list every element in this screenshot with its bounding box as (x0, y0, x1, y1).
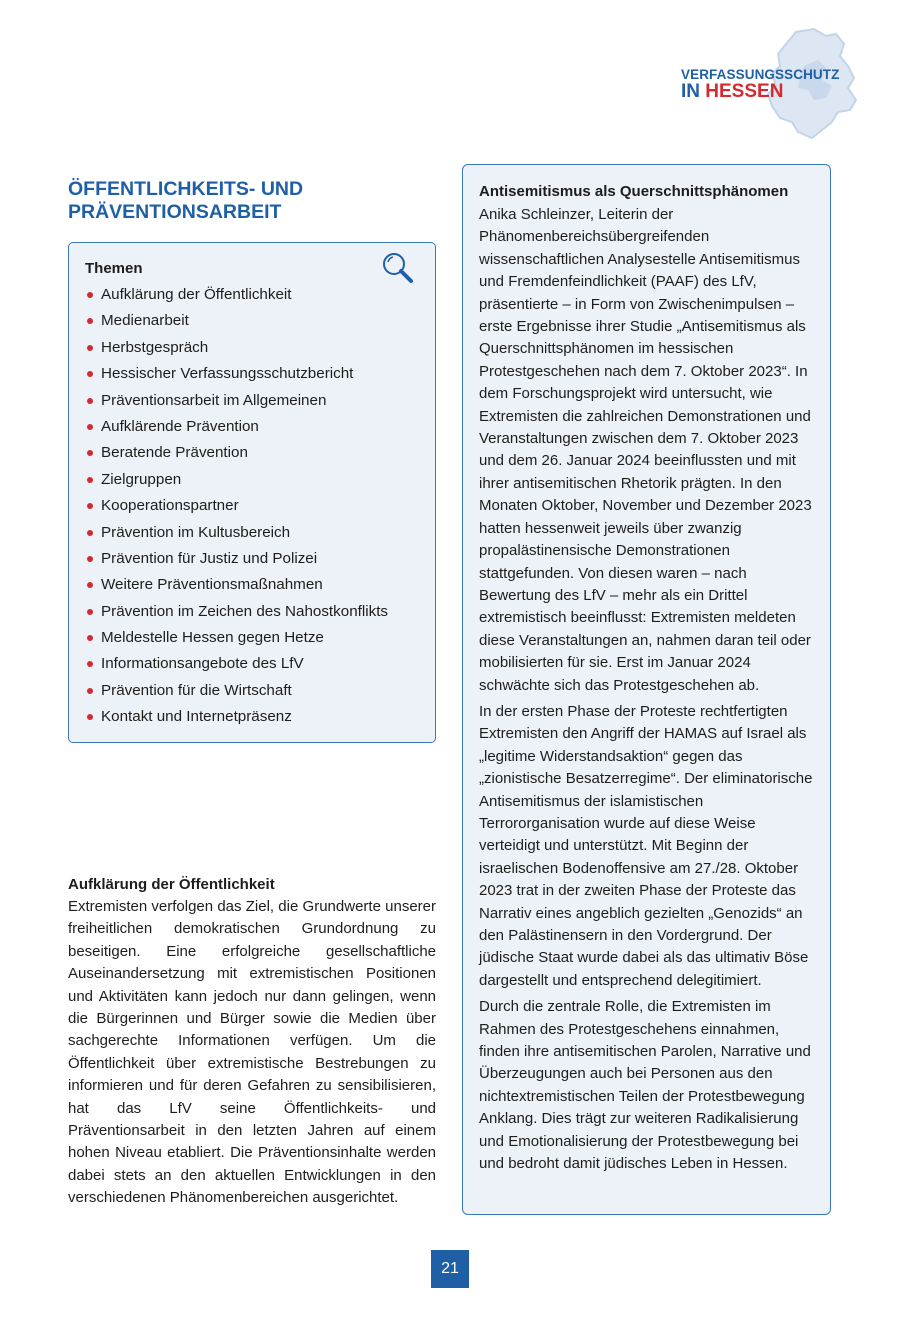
logo-in: IN (681, 81, 700, 102)
info-paragraph: Anika Schleinzer, Leiterin der Phänomenbereichsübergreifenden wissenschaftlichen Analysestelle Antisemitismus und Fremdenfeindlichkeit (PAAF) des LfV, präsentierte – in Form von Zwischenimpulsen – erste Ergebnisse ihrer Studie „Antisemitismus als Querschnittsphänomen im hessischen Protestgeschehen nach dem 7. Oktober 2023“. In dem Forschungsprojekt wird untersucht, wie Extremisten die zahlreichen Demonstrationen und Veranstaltungen zwischen dem 7. Oktober 2023 und dem 26. Januar 2024 beeinflussten und mit ihrer antisemitischen Rhetorik prägten. In den Monaten Oktober, November und Dezember 2023 hatten hessenweit jeweils über zwanzig propalästinensische Demonstrationen stattgefunden. Von diesen waren – nach Bewertung des LfV – mehr als ein Drittel extremistisch beeinflusst: Extremisten meldeten diese Veranstaltungen an, nahmen daran teil oder mobilisierten für sie. Erst im Januar 2024 schwächte sich das Protestgeschehen ab. (479, 206, 812, 694)
logo-hessen: HESSEN (705, 81, 784, 102)
theme-list-item: Meldestelle Hessen gegen Hetze (85, 626, 388, 652)
info-box-title: Antisemitismus als Querschnittsphänomen (479, 183, 789, 200)
themes-list (85, 283, 388, 732)
theme-list-item: Präventionsarbeit im Allgemeinen (85, 389, 388, 415)
theme-list-item: Medienarbeit (85, 309, 388, 335)
article-aufklaerung (68, 874, 436, 1210)
article-heading: Aufklärung der Öffentlichkeit (68, 876, 275, 893)
article-body: Extremisten verfolgen das Ziel, die Grundwerte unserer freiheitlichen demokratischen Grundordnung zu beseitigen. Eine erfolgreiche gesellschaftliche Auseinandersetzung mit extremistischen Positionen und Aktivitäten kann jedoch nur dann gelingen, wenn die Bürgerinnen und Bürger sowie die Medien über sachgerechte Informationen verfügen. Um die Öffentlichkeit über extremistische Bestrebungen zu informieren und für deren Gefahren zu sensibilisieren, hat das LfV seine Öffentlichkeits- und Präventionsarbeit in den letzten Jahren auf einem hohen Niveau etabliert. Die Präventionsinhalte werden dabei stets an den aktuellen Entwicklungen in den verschiedenen Phänomenbereichen ausgerichtet. (68, 898, 436, 1207)
logo-text (681, 66, 839, 100)
info-paragraph: Durch die zentrale Rolle, die Extremisten im Rahmen des Protestgeschehens einnahmen, finden ihre antisemitischen Parolen, Narrative und Überzeugungen auch bei Personen aus den nichtextremistischen Teilen der Protestbewegung Anklang. Dies trägt zur weiteren Radikalisierung und Emotionalisierung der Protestbewegung bei und bedroht damit jüdisches Leben in Hessen. (479, 998, 811, 1173)
theme-list-item: Prävention im Zeichen des Nahostkonflikts (85, 600, 388, 626)
themes-box (68, 242, 436, 743)
logo-line-2 (681, 83, 839, 100)
theme-list-item: Kontakt und Internetpräsenz (85, 705, 388, 731)
theme-list-item: Weitere Präventionsmaßnahmen (85, 573, 388, 599)
info-box-antisemitismus (462, 164, 831, 1215)
theme-list-item: Aufklärung der Öffentlichkeit (85, 283, 388, 309)
logo-verfassungsschutz-hessen (676, 26, 866, 142)
theme-list-item: Hessischer Verfassungsschutzbericht (85, 362, 388, 388)
section-title: ÖFFENTLICHKEITS- UND PRÄVENTIONSARBEIT (68, 178, 304, 223)
info-paragraph: In der ersten Phase der Proteste rechtfertigten Extremisten den Angriff der HAMAS auf Israel als „legitime Widerstandsaktion“ gegen das „zionistische Besatzerregime“. Der eliminatorische Antisemitismus der islamistischen Terrororganisation wurde auf diese Weise verteidigt und unterstützt. Mit Beginn der israelischen Bodenoffensive am 27./28. Oktober 2023 trat in der zweiten Phase der Proteste das Narrativ eines angeblich gezielten „Genozids“ an den Palästinensern in den Vordergrund. Der jüdische Staat wurde dabei als das ultimativ Böse dargestellt und entsprechend delegitimiert. (479, 702, 813, 989)
logo-line-1: VERFASSUNGSSCHUTZ (681, 67, 840, 82)
theme-list-item: Prävention im Kultusbereich (85, 521, 388, 547)
theme-list-item: Prävention für Justiz und Polizei (85, 547, 388, 573)
theme-list-item: Kooperationspartner (85, 494, 388, 520)
page-number: 21 (431, 1250, 469, 1288)
theme-list-item: Prävention für die Wirtschaft (85, 679, 388, 705)
theme-list-item: Zielgruppen (85, 468, 388, 494)
theme-list-item: Aufklärende Prävention (85, 415, 388, 441)
theme-list-item: Beratende Prävention (85, 441, 388, 467)
themes-heading: Themen (85, 260, 143, 277)
magnifier-icon (380, 250, 416, 286)
theme-list-item: Informationsangebote des LfV (85, 652, 388, 678)
theme-list-item: Herbstgespräch (85, 336, 388, 362)
